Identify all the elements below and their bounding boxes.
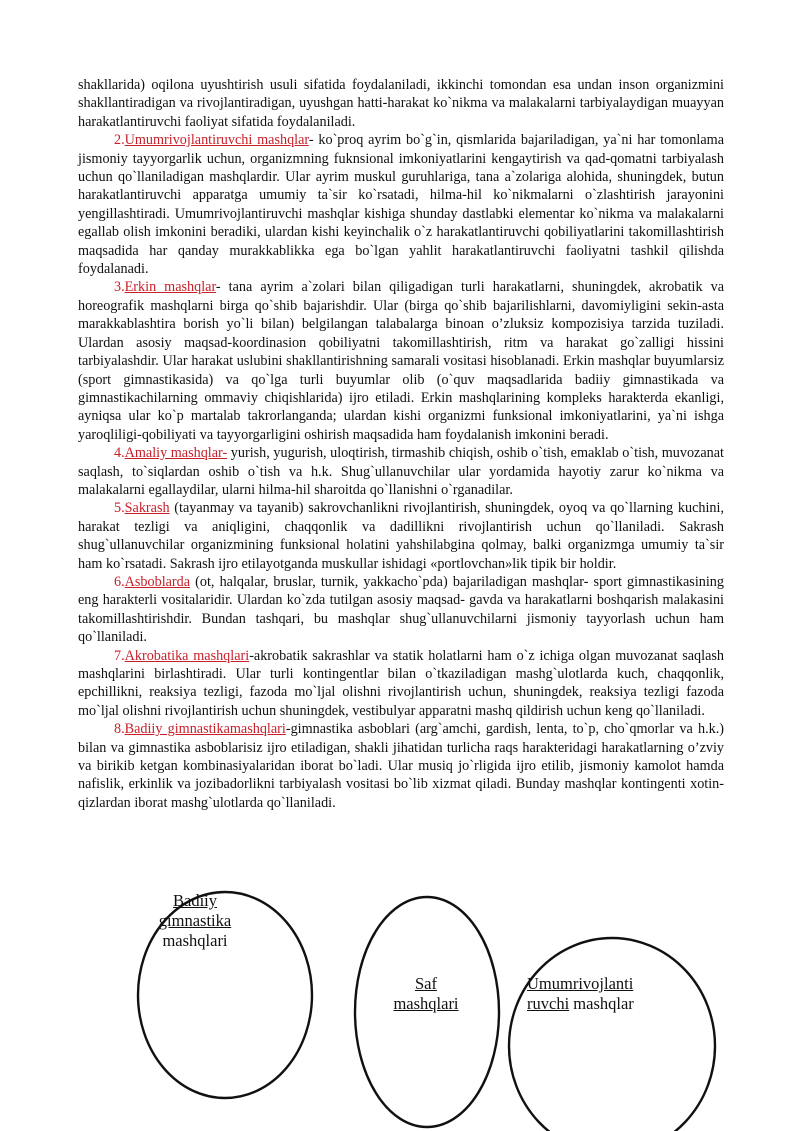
circle-right — [509, 938, 715, 1131]
label-part: ruvchi — [527, 994, 570, 1013]
item-term: Erkin mashqlar — [124, 279, 216, 296]
item-term: Badiiy gimnastikamashqlari — [124, 721, 286, 738]
paragraph-erkin-mashqlar — [78, 278, 724, 444]
circle-right-label — [527, 974, 697, 1014]
paragraph-text: -gimnastika asboblari (arg`amchi, gardish, lenta, to`p, cho`qmorlar va h.k.) bilan va gimnastika asboblarisiz ijro etiladigan, shakli jihatidan turlicha raqs harakteridagi harakatlarning o’zviy va birikib ketgan kombinasiyalaridan iborat bo`ladi. Ular musiq jo`rligida ijro etilib, jismoniy kamolot hamda nafislik, erkinlik va jozibadorlikni tarbiyalash vositasi bo`lib xizmat qiladi. Bunday mashqlar kontingenti xotin-qizlardan iborat mashg`ulotlarda qo`llaniladi. — [78, 721, 724, 811]
item-number: 4. — [114, 445, 125, 462]
paragraph-sakrash — [78, 499, 724, 573]
paragraph-text: shakllarida) oqilona uyushtirish usuli sifatida foydalaniladi, ikkinchi tomondan esa undan inson organizmini shakllantiradigan va rivojlantiradigan, uyushgan hatti-harakat ko`nikma va malakalarni tarbiyalaydigan muayyan harakatlantiruvchi faoliyat sifatida foydalaniladi. — [78, 77, 724, 130]
label-line: Umumrivojlanti — [527, 974, 634, 993]
item-term: Asboblarda — [124, 573, 191, 590]
paragraph-umumrivojlantiruvchi — [78, 131, 724, 278]
label-line-2 — [527, 994, 697, 1014]
label-part: mashqlar — [569, 994, 634, 1013]
paragraph-text: (tayanmay va tayanib) sakrovchanlikni rivojlantirish, shuningdek, oyoq va qo`llarning kuchini, harakat tezligi va aniqligini, chaqqonlik va dadillikni rivojlantirish uchun qo`llaniladi. Sakrash shug`ullanuvchilar organizmining funksional holatini yahshilabgina qolmay, balki organizmga umumiy ta`sir ham ko`rsatadi. Sakrash ijro etilayotganda muskullar ishidagi «portlovchan»lik tipik bir holdir. — [78, 500, 724, 572]
item-number: 3. — [114, 279, 125, 296]
item-number: 2. — [114, 132, 125, 149]
item-number: 8. — [114, 721, 125, 738]
circle-left-label — [135, 891, 255, 951]
item-term: Sakrash — [124, 500, 170, 517]
paragraph-amaliy-mashqlar — [78, 444, 724, 499]
item-term: Amaliy mashqlar- — [124, 445, 228, 462]
item-term: Akrobatika mashqlari — [124, 647, 250, 664]
label-line: mashqlari — [162, 931, 228, 950]
paragraph-akrobatika — [78, 647, 724, 721]
paragraph-badiiy-gimnastika — [78, 720, 724, 812]
document-body — [78, 76, 724, 812]
label-line: Badiiy — [173, 891, 217, 910]
item-number: 5. — [114, 500, 125, 517]
label-line: gimnastika — [158, 911, 232, 930]
paragraph-intro — [78, 76, 724, 131]
circle-middle-label — [376, 974, 476, 1014]
item-number: 7. — [114, 647, 125, 664]
paragraph-text: - tana ayrim a`zolari bilan qiligadigan turli harakatlarni, shuningdek, akrobatik va horeografik mashqlarni birga qo`shib bajarishdir. Ular (birga qo`shib bajarilishlarni, davomiyligini sekin-asta marakkablashtira borish yo`li bilan) belgilangan talabalarga binoan o’zluksiz kompozisiya tarzida tuziladi. Ulardan asosiy maqsad-koordinasion qobiliyatni takomillashtirish, ritm va harakat go`zalligi hissini tarbiyalashdir. Ular harakat uslubini shakllantirishning samarali vositasi hisoblanadi. Erkin mashqlar buyumlarsiz (sport gimnastikasida) va qo`lga turli buyumlar olib (o`quv maqsadlarida badiiy gimnastikada va gimnastikachilarning ommaviy chiqishlarida) ijro etiladi. Erkin mashqlarining kompleks harakterda ekanligi, ayniqsa ular ko`p martalab takrorlanganda; ulardan kishi organizmi funksional imkoniyatlarini, ya`ni ishga yaroqliligi-qobiliyati va tayyorgarligini oshirish maqsadida ham foydalanish imkonini beradi. — [78, 279, 725, 443]
label-line: Saf — [415, 974, 437, 993]
paragraph-text: yurish, yugurish, uloqtirish, tirmashib chiqish, oshib o`tish, emaklab o`tish, muvozanat saqlash, to`siqlardan oshib o`tish va h.k. Shug`ullanuvchilar ular yordamida hayotiy zarur ko`nikma va malakalarni egallaydilar, ularni hilma-hil sharoitda qo`llanishni o`rganadilar. — [78, 445, 724, 498]
paragraph-text: -akrobatik sakrashlar va statik holatlarni ham o`z ichiga olgan muvozanat saqlash mashqlarini birlashtiradi. Ular turli kontingentlar bilan o`tkaziladigan mashg`ulotlarda kuch, chaqqonlik, epchillikni, reaksiya tezligi, fazoda mo`ljal olishni rivojlantirish uchun, shuningdek, reaksiya tezligi fazoda mo`ljal olishni rivojlantirish uchun shuningdek, vestibulyar apparatni mashq qildirish uchun keng qo`llaniladi. — [78, 647, 724, 719]
item-number: 6. — [114, 573, 125, 590]
paragraph-asboblarda — [78, 573, 724, 647]
label-line: mashqlari — [393, 994, 459, 1013]
item-term: Umumrivojlantiruvchi mashqlar — [124, 132, 309, 149]
paragraph-text: (ot, halqalar, bruslar, turnik, yakkacho`pda) bajariladigan mashqlar- sport gimnastikasining eng harakterli vositalaridir. Ulardan ko`zda tutilgan asosiy maqsad- gavda va harakatlarni boshqarish malakasini takomillashtirishdir. Bundan tashqari, bu mashqlar shug`ullanuvchilarni jismoniy tayyorlash uchun ham qo`llaniladi. — [78, 573, 724, 646]
paragraph-text: - ko`proq ayrim bo`g`in, qismlarida bajariladigan, ya`ni har tomonlama jismoniy tayyorgarlik uchun, organizmning fuknsional imkoniyatlarini kengaytirish va qad-qomatni tarbiyalash uchun qo`llaniladigan mashqlardir. Ular ayrim muskul guruhlariga, tana a`zolariga alohida, shuningdek, butun harakatlantiruvchi apparatga umumiy ta`sir ko`rsatadi, hilma-hil ko`nikmalarni o`zlashtirish jarayonini yengillashtiradi. Umumrivojlantiruvchi mashqlar kishiga shunday dastlabki elementar ko`nikma va malakalarni egallab olish imkonini beradiki, ulardan kishi keyinchalik o`z harakatlantiruvchi qobiliyatlarini takomillashtirish maqsadida har qanday murakkablikka ega bo`lgan yahlit harakatlantiruvchi faoliyatni tashkil qilishda foydalanadi. — [78, 132, 724, 278]
